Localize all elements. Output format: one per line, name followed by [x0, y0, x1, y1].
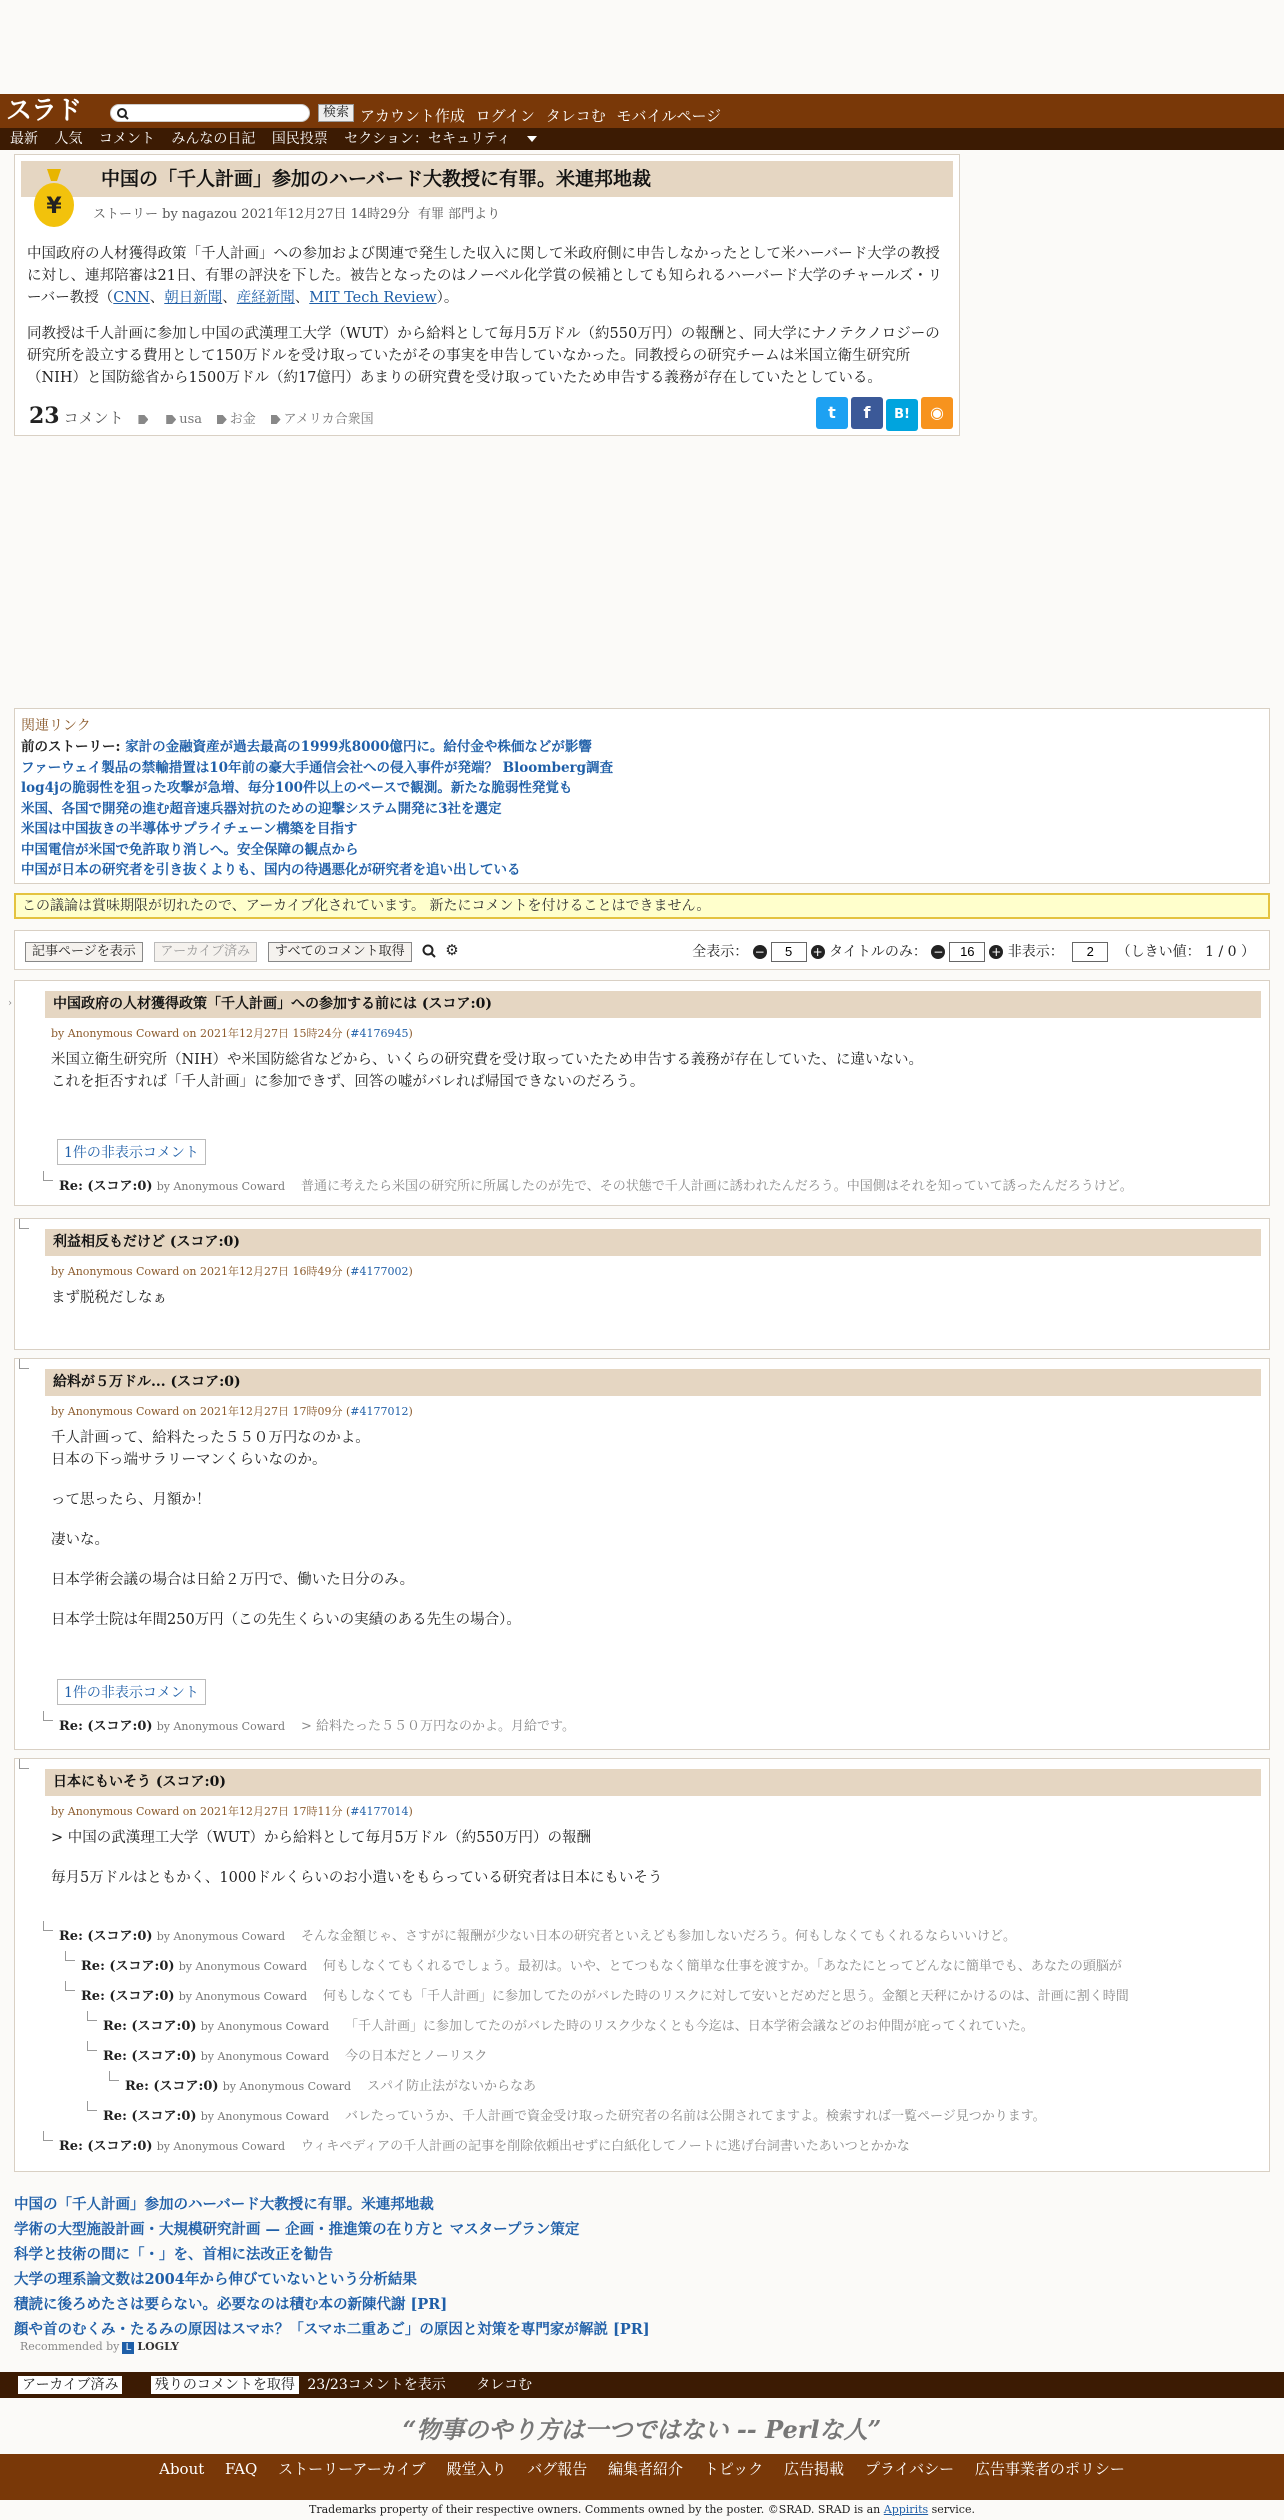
comment-id-link[interactable]: #4177002: [350, 1265, 409, 1278]
reply-item[interactable]: Re: (スコア:0) by Anonymous Coward > 給料たった５５０万円なのかよ。月給です。: [59, 1719, 575, 1734]
tag-money[interactable]: お金: [217, 412, 256, 427]
section-dropdown[interactable]: [344, 131, 536, 147]
story-article: [14, 154, 960, 436]
gear-icon[interactable]: ⚙: [445, 941, 459, 959]
hidden-comments-button[interactable]: 1件の非表示コメント: [57, 1139, 206, 1165]
nav-mobile-page[interactable]: モバイルページ: [616, 107, 722, 125]
comment-body: 千人計画って、給料たった５５０万円なのかよ。 日本の下っ端サラリーマンくらいなのか。 って思ったら、月額か！ 凄いな。 日本学術会議の場合は日給２万円で、働いた日分のみ。 日本学士院は年間250万円（この先生くらいの実績のある先生の場合）。: [51, 1430, 521, 1628]
sub-navbar: [0, 128, 1284, 150]
thread-line: [19, 1359, 29, 1369]
footer-about[interactable]: About: [159, 2460, 205, 2478]
comment-body: > 中国の武漢理工大学（WUT）から給料として毎月5万ドル（約550万円）の報酬 毎月5万ドルはともかく、1000ドルくらいのお小遣いをもらっている研究者は日本にもいそう: [51, 1830, 663, 1886]
story-dept: 有罪 部門より: [417, 207, 501, 222]
thread-line: [87, 2101, 97, 2111]
title-only-input[interactable]: [949, 942, 985, 962]
submit-story-link[interactable]: タレコむ: [476, 2377, 533, 2393]
comment-label[interactable]: コメント: [63, 409, 124, 427]
recommendation-link[interactable]: 中国の「千人計画」参加のハーバード大教授に有罪。米連邦地裁: [14, 2196, 434, 2213]
share-buttons: [813, 397, 953, 431]
comment-id-link[interactable]: #4176945: [350, 1027, 409, 1040]
source-link-mit[interactable]: MIT Tech Review: [309, 290, 437, 306]
subnav-latest[interactable]: 最新: [10, 131, 38, 147]
source-link-asahi[interactable]: 朝日新聞: [164, 290, 223, 306]
bottom-bar: [0, 2372, 1284, 2398]
twitter-icon[interactable]: t: [816, 397, 848, 429]
recommendation-link[interactable]: 積読に後ろめたさは要らない。必要なのは積む本の新陳代謝 [PR]: [14, 2296, 448, 2313]
related-links: [14, 708, 1270, 884]
thread-line: [19, 1759, 29, 1769]
comment-id-link[interactable]: #4177012: [350, 1405, 409, 1418]
comment: [14, 1218, 1270, 1350]
perl-quote: “物事のやり方は一つではない -- Perlな人”: [402, 2415, 882, 2444]
collapse-arrow[interactable]: ›: [8, 998, 12, 1009]
srad-logo[interactable]: スラド: [6, 96, 82, 126]
prev-story-link[interactable]: 家計の金融資産が過去最高の1999兆8000億円に。給付金や株価などが影響: [125, 739, 592, 755]
tag-edit[interactable]: [138, 412, 151, 427]
footer-privacy[interactable]: プライバシー: [864, 2460, 955, 2478]
thread-line: [109, 2071, 119, 2081]
subnav-journals[interactable]: みんなの日記: [171, 131, 256, 147]
related-link[interactable]: log4jの脆弱性を狙った攻撃が急増、毎分100件以上のペースで観測。新たな脆弱性発覚も: [21, 780, 573, 796]
footer: [0, 2454, 1284, 2500]
related-link[interactable]: 米国、各国で開発の進む超音速兵器対抗のための迎撃システム開発に3社を選定: [21, 800, 502, 817]
reply-item[interactable]: Re: (スコア:0) by Anonymous Coward 「千人計画」に参加してたのがバレた時のリスク少なくとも今迄は、日本学術会議などのお仲間が庇ってくれていた。: [103, 2019, 1034, 2034]
source-link-cnn[interactable]: CNN: [113, 290, 150, 306]
thread-line: [43, 1921, 53, 1931]
related-link[interactable]: 米国は中国抜きの半導体サプライチェーン構築を目指す: [21, 821, 358, 837]
search-button[interactable]: 検索: [318, 104, 354, 122]
story-footer: [29, 403, 374, 429]
comment: [14, 1358, 1270, 1750]
subnav-comments[interactable]: コメント: [98, 131, 155, 147]
source-link-sankei[interactable]: 産経新聞: [236, 290, 295, 306]
top-nav-links: [360, 105, 727, 126]
thread-line: [65, 1951, 75, 1961]
tag-icon: [166, 415, 176, 424]
full-display-input[interactable]: [771, 942, 807, 962]
footer-bug-report[interactable]: バグ報告: [527, 2460, 588, 2478]
comment-title[interactable]: 中国政府の人材獲得政策「千人計画」への参加する前には (スコア:0): [45, 991, 1261, 1018]
search-input[interactable]: [110, 104, 310, 122]
recommendations: [14, 2192, 650, 2342]
reply-item[interactable]: Re: (スコア:0) by Anonymous Coward バレたっていうか、千人計画で資金受け取った研究者の名前は公開されてますよ。検索すれば一覧ページ見つかります。: [103, 2109, 1046, 2124]
recommendation-link[interactable]: 大学の理系論文数は2004年から伸びていないという分析結果: [14, 2271, 417, 2288]
footer-ad-policy[interactable]: 広告事業者のポリシー: [974, 2460, 1125, 2478]
reply-item[interactable]: Re: (スコア:0) by Anonymous Coward 何もしなくても「千人計画」に参加してたのがバレた時のリスクに対して安いとだめだと思う。金額と天秤にかけるのは、計画に割く時間: [81, 1989, 1129, 2004]
related-link[interactable]: ファーウェイ製品の禁輸措置は10年前の豪大手通信会社への侵入事件が発端？ Bloomberg調査: [21, 759, 614, 776]
threshold-controls: 全表示： −5 + タイトルのみ： −16 + 非表示： 2 （しきい値： 1 / 0 ）: [692, 941, 1255, 962]
thread-line: [87, 2011, 97, 2021]
comment-count-display[interactable]: 23/23コメントを表示: [307, 2377, 446, 2393]
minus-icon[interactable]: −: [754, 945, 765, 959]
thread-line: [43, 1711, 53, 1721]
comment-meta: by Anonymous Coward on 2021年12月27日 16時49分 (#4177002): [51, 1265, 413, 1278]
reply-item[interactable]: Re: (スコア:0) by Anonymous Coward 何もしなくてもくれるでしょう。最初は。いや、とてつもなく簡単な仕事を渡すか。「あなたにとってどんなに簡単でも、あなたの頭脳が: [81, 1959, 1122, 1974]
tag-icon: [271, 415, 281, 424]
money-bag-icon: [31, 161, 77, 231]
hidden-comments-button[interactable]: 1件の非表示コメント: [57, 1679, 206, 1705]
plus-icon[interactable]: +: [812, 945, 823, 959]
archived-notice: この議論は賞味期限が切れたので、アーカイブ化されています。 新たにコメントを付けることはできません。: [14, 893, 1270, 919]
svg-text:¥: ¥: [46, 194, 62, 219]
comment-title[interactable]: 給料が５万ドル... (スコア:0): [45, 1369, 1261, 1396]
nav-login[interactable]: ログイン: [475, 107, 535, 125]
nav-create-account[interactable]: アカウント作成: [360, 107, 465, 125]
comment-meta: by Anonymous Coward on 2021年12月27日 17時11分 (#4177014): [51, 1805, 413, 1818]
footer-hall-of-fame[interactable]: 殿堂入り: [446, 2460, 507, 2478]
footer-topics[interactable]: トピック: [703, 2460, 764, 2478]
comment-meta: by Anonymous Coward on 2021年12月27日 15時24分 (#4176945): [51, 1027, 413, 1040]
comment-count[interactable]: 23: [29, 403, 60, 429]
top-navbar: [0, 94, 1284, 128]
comment: [14, 1758, 1270, 2172]
show-article-button[interactable]: 記事ページを表示: [25, 942, 143, 962]
story-paragraph-1: 中国政府の人材獲得政策「千人計画」への参加および関連で発生した収入に関して米政府側に申告しなかったとして米ハーバード大学の教授に対し、連邦陪審は21日、有罪の評決を下した。被告となったのはノーベル化学賞の候補としても知られるハーバード大学のチャールズ・リーバー教授（CNN、朝日新聞、産経新聞、MIT Tech Review）。: [27, 246, 943, 306]
comment-body: まず脱税だしなぁ: [51, 1290, 167, 1306]
recommendation-link[interactable]: 顔や首のむくみ・たるみの原因はスマホ？「スマホ二重あご」の原因と対策を専門家が解説 [PR]: [14, 2321, 650, 2338]
thread-line: [87, 2041, 97, 2051]
footer-faq[interactable]: FAQ: [225, 2460, 258, 2478]
footer-archive[interactable]: ストーリーアーカイブ: [278, 2460, 426, 2478]
footer-editors[interactable]: 編集者紹介: [608, 2460, 684, 2478]
related-heading: 関連リンク: [21, 718, 91, 734]
story-byline: ストーリー by nagazou 2021年12月27日 14時29分 有罪 部門より: [93, 207, 501, 222]
footer-ads[interactable]: 広告掲載: [784, 2460, 845, 2478]
reply-item[interactable]: Re: (スコア:0) by Anonymous Coward スパイ防止法がないからなあ: [125, 2079, 536, 2094]
minus-icon[interactable]: −: [933, 945, 944, 959]
trademark-notice: Trademarks property of their respective owners. Comments owned by the poster. ©SRAD. SRAD is an Appirits service.: [309, 2503, 975, 2516]
comment-body: 米国立衛生研究所（NIH）や米国防総省などから、いくらの研究費を受け取っていたため申告する義務が存在していた、に違いない。 これを拒否すれば「千人計画」に参加できず、回答の嘘がバレれば帰国できないのだろう。: [51, 1052, 924, 1090]
archived-button: アーカイブ済み: [154, 942, 258, 962]
fetch-all-comments-button[interactable]: すべてのコメント取得: [268, 942, 412, 962]
thread-line: [19, 1219, 29, 1229]
related-link[interactable]: 中国電信が米国で免許取り消しへ。安全保障の観点から: [21, 841, 359, 858]
fetch-rest-button[interactable]: 残りのコメントを取得: [151, 2376, 299, 2394]
recommendation-link[interactable]: 学術の大型施設計画・大規模研究計画 — 企画・推進策の在り方と マスタープラン策定: [14, 2221, 580, 2238]
search-icon[interactable]: [422, 944, 436, 958]
recommendation-link[interactable]: 科学と技術の間に「・」を、首相に法改正を勧告: [14, 2246, 333, 2263]
story-body: [27, 243, 952, 403]
subnav-popular[interactable]: 人気: [54, 131, 83, 147]
comment-meta: by Anonymous Coward on 2021年12月27日 17時09分 (#4177012): [51, 1405, 413, 1418]
reply-item[interactable]: Re: (スコア:0) by Anonymous Coward 普通に考えたら米国の研究所に所属したのが先で、その状態で千人計画に誘われたんだろう。中国側はそれを知っていて誘ったんだろうけど。: [59, 1179, 1133, 1194]
tag-america[interactable]: アメリカ合衆国: [271, 412, 374, 427]
comment-title[interactable]: 利益相反もだけど (スコア:0): [45, 1229, 1261, 1256]
thread-line: [65, 1981, 75, 1991]
appirits-link[interactable]: Appirits: [883, 2503, 929, 2516]
comment-id-link[interactable]: #4177014: [350, 1805, 409, 1818]
nav-submit-story[interactable]: タレコむ: [545, 107, 606, 125]
prev-story: 前のストーリー: 家計の金融資産が過去最高の1999兆8000億円に。給付金や株価などが影響: [21, 739, 592, 755]
chevron-down-icon: [527, 136, 537, 142]
reply-item[interactable]: Re: (スコア:0) by Anonymous Coward ウィキペディアの千人計画の記事を削除依頼出せずに白紙化してノートに逃げ台詞書いたあいつとかかな: [59, 2139, 910, 2154]
reply-item[interactable]: Re: (スコア:0) by Anonymous Coward 今の日本だとノーリスク: [103, 2049, 488, 2064]
search-icon: [117, 108, 129, 120]
subnav-polls[interactable]: 国民投票: [271, 131, 328, 147]
recommended-by: Recommended by L LOGLY: [20, 2340, 179, 2353]
rss-icon[interactable]: ◉: [921, 397, 953, 429]
hidden-input[interactable]: [1072, 942, 1108, 962]
facebook-icon[interactable]: f: [851, 397, 883, 429]
story-title[interactable]: 中国の「千人計画」参加のハーバード大教授に有罪。米連邦地裁: [21, 161, 953, 197]
plus-icon[interactable]: +: [991, 945, 1002, 959]
thread-line: [43, 2131, 53, 2141]
comment-controls: [14, 930, 1270, 970]
thread-line: [43, 1171, 53, 1181]
tag-usa[interactable]: usa: [166, 412, 202, 427]
comment: [14, 980, 1270, 1206]
tag-icon: [217, 415, 227, 424]
logly-icon: L: [122, 2342, 134, 2354]
reply-item[interactable]: Re: (スコア:0) by Anonymous Coward そんな金額じゃ、さすがに報酬が少ない日本の研究者といえども参加しないだろう。何もしなくてもくれるならいいけど。: [59, 1929, 1016, 1944]
tag-icon: [138, 415, 148, 424]
hatena-bookmark-icon[interactable]: B!: [886, 399, 918, 431]
story-paragraph-2: 同教授は千人計画に参加し中国の武漢理工大学（WUT）から給料として毎月5万ドル（約550万円）の報酬と、同大学にナノテクノロジーの研究所を設立する費用として150万ドルを受け取っていたがその事実を申告していなかった。同教授らの研究チームは米国立衛生研究所（NIH）と国防総省から1500万ドル（約17億円）あまりの研究費を受け取っていたため申告する義務が存在していたとしている。: [27, 326, 940, 386]
archived-button: アーカイブ済み: [18, 2376, 122, 2394]
section-label: セクション：セキュリティ: [344, 131, 511, 147]
comment-title[interactable]: 日本にもいそう (スコア:0): [45, 1769, 1261, 1796]
related-link[interactable]: 中国が日本の研究者を引き抜くよりも、国内の待遇悪化が研究者を追い出している: [21, 862, 521, 878]
